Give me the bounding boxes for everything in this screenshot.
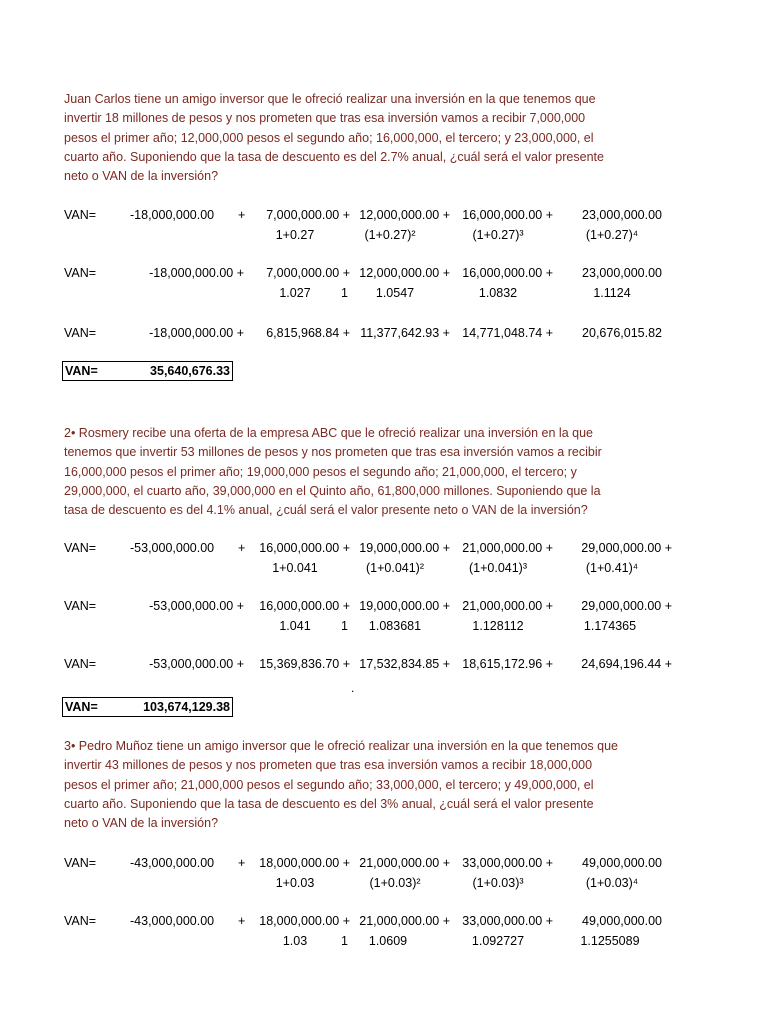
initial-investment: -53,000,000.00 + [149, 657, 244, 671]
plus-sign: + [238, 856, 246, 870]
cash-flow-4: 29,000,000.00 + [581, 541, 672, 555]
statement-line: 2• Rosmery recibe una oferta de la empresa ABC que le ofreció realizar una inversión en la que [64, 426, 593, 440]
initial-investment: -18,000,000.00 [130, 208, 215, 222]
problem-2-row-3 [0, 656, 768, 696]
cash-flow-2: 12,000,000.00 + [359, 266, 450, 280]
problem-1-row-1 [0, 207, 768, 247]
discounted-flow-3: 18,615,172.96 + [462, 657, 553, 671]
problem-1-total-box [62, 361, 233, 381]
denominator-4: (1+0.41)⁴ [585, 561, 639, 575]
statement-line: cuarto año. Suponiendo que la tasa de descuento es del 2.7% anual, ¿cuál será el valor presente [64, 149, 604, 164]
van-label: VAN= [64, 657, 97, 671]
discounted-flow-4: 24,694,196.44 + [581, 657, 672, 671]
van-label: VAN= [64, 208, 97, 222]
problem-3-row-1 [0, 855, 768, 895]
cash-flow-4: 49,000,000.00 [582, 914, 662, 928]
problem-1-row-2 [0, 265, 768, 305]
separator-mark: 1 [341, 934, 348, 948]
denominator-1: 1+0.041 [272, 561, 318, 575]
cash-flow-3: 21,000,000.00 + [462, 599, 553, 613]
cash-flow-3: 16,000,000.00 + [462, 266, 553, 280]
statement-line: 29,000,000, el cuarto año, 39,000,000 en el Quinto año, 61,800,000 millones. Suponiendo que la [64, 483, 601, 498]
initial-investment: -18,000,000.00 + [149, 266, 244, 280]
problem-1-statement [64, 90, 624, 186]
problem-1-row-3 [0, 325, 768, 365]
statement-line: Juan Carlos tiene un amigo inversor que le ofreció realizar una inversión en la que tenemos que [64, 92, 596, 106]
plus-sign: + [238, 914, 246, 928]
cash-flow-1: 18,000,000.00 + [259, 914, 350, 928]
cash-flow-2: 19,000,000.00 + [359, 599, 450, 613]
separator-mark: 1 [341, 286, 348, 300]
statement-line: pesos el primer año; 21,000,000 pesos el segundo año; 33,000,000, el tercero; y 49,000,000, el [64, 777, 594, 792]
denominator-1: 1+0.03 [275, 876, 315, 890]
cash-flow-3: 33,000,000.00 + [462, 914, 553, 928]
cash-flow-2: 21,000,000.00 + [359, 914, 450, 928]
denominator-4: (1+0.03)⁴ [585, 876, 639, 890]
total-label: VAN= [65, 364, 98, 378]
initial-investment: -43,000,000.00 [130, 914, 215, 928]
cash-flow-1: 16,000,000.00 + [259, 541, 350, 555]
cash-flow-1: 7,000,000.00 + [266, 208, 350, 222]
cash-flow-3: 16,000,000.00 + [462, 208, 553, 222]
denominator-2: 1.0609 [368, 934, 408, 948]
statement-line: invertir 18 millones de pesos y nos prometen que tras esa inversión vamos a recibir 7,000,000 [64, 111, 586, 126]
initial-investment: -53,000,000.00 [130, 541, 215, 555]
statement-line: pesos el primer año; 12,000,000 pesos el segundo año; 16,000,000, el tercero; y 23,000,000, el [64, 130, 594, 145]
cash-flow-2: 12,000,000.00 + [359, 208, 450, 222]
cash-flow-2: 19,000,000.00 + [359, 541, 450, 555]
van-label: VAN= [64, 541, 97, 555]
denominator-3: (1+0.041)³ [468, 561, 528, 575]
cash-flow-1: 18,000,000.00 + [259, 856, 350, 870]
statement-line: tenemos que invertir 53 millones de pesos y nos prometen que tras esa inversión vamos a recibir [64, 445, 602, 460]
problem-3-row-2 [0, 913, 768, 953]
denominator-4: 1.1124 [593, 286, 631, 300]
discounted-flow-4: 20,676,015.82 [582, 326, 662, 340]
statement-line: 3• Pedro Muñoz tiene un amigo inversor que le ofreció realizar una inversión en la que tenemos que [64, 739, 619, 753]
denominator-4: 1.1255089 [580, 934, 640, 948]
cash-flow-2: 21,000,000.00 + [359, 856, 450, 870]
plus-sign: + [238, 541, 246, 555]
discounted-flow-2: 11,377,642.93 + [360, 326, 450, 340]
denominator-1: 1.041 [279, 619, 311, 633]
denominator-2: 1.083681 [368, 619, 422, 633]
van-label: VAN= [64, 914, 97, 928]
discounted-flow-1: 15,369,836.70 + [259, 657, 350, 671]
cash-flow-3: 33,000,000.00 + [462, 856, 553, 870]
problem-2-row-1 [0, 540, 768, 580]
initial-investment: -18,000,000.00 + [149, 326, 244, 340]
problem-2-row-2 [0, 598, 768, 638]
plus-sign: + [238, 208, 246, 222]
cash-flow-4: 49,000,000.00 [582, 856, 662, 870]
initial-investment: -43,000,000.00 [130, 856, 215, 870]
van-label: VAN= [64, 266, 97, 280]
denominator-1: 1.03 [282, 934, 308, 948]
separator-mark: 1 [341, 619, 348, 633]
total-label: VAN= [65, 700, 98, 714]
initial-investment: -53,000,000.00 + [149, 599, 244, 613]
denominator-3: 1.0832 [478, 286, 518, 300]
denominator-4: (1+0.27)⁴ [585, 228, 639, 242]
statement-line: invertir 43 millones de pesos y nos prometen que tras esa inversión vamos a recibir 18,000,000 [64, 758, 593, 773]
cash-flow-4: 23,000,000.00 [582, 208, 662, 222]
denominator-2: (1+0.03)² [369, 876, 421, 890]
statement-line: cuarto año. Suponiendo que la tasa de descuento es del 3% anual, ¿cuál será el valor presente [64, 796, 594, 811]
denominator-1: 1.027 [279, 286, 311, 300]
discounted-flow-3: 14,771,048.74 + [462, 326, 553, 340]
total-value: 35,640,676.33 [150, 364, 230, 378]
discounted-flow-2: 17,532,834.85 + [359, 657, 450, 671]
denominator-4: 1.174365 [583, 619, 637, 633]
cash-flow-4: 23,000,000.00 [582, 266, 662, 280]
denominator-2: (1+0.041)² [365, 561, 425, 575]
cash-flow-1: 7,000,000.00 + [266, 266, 350, 280]
problem-2-total-box [62, 697, 233, 717]
problem-3-statement [64, 737, 624, 833]
denominator-2: (1+0.27)² [364, 228, 416, 242]
van-label: VAN= [64, 326, 97, 340]
denominator-3: (1+0.03)³ [472, 876, 524, 890]
statement-line: neto o VAN de la inversión? [64, 816, 219, 831]
cash-flow-4: 29,000,000.00 + [581, 599, 672, 613]
stray-dot-mark: . [351, 681, 355, 695]
problem-2-statement [64, 424, 624, 520]
van-label: VAN= [64, 856, 97, 870]
cash-flow-3: 21,000,000.00 + [462, 541, 553, 555]
denominator-3: 1.092727 [471, 934, 525, 948]
statement-line: 16,000,000 pesos el primer año; 19,000,000 pesos el segundo año; 21,000,000, el tercero; y [64, 464, 577, 479]
denominator-3: (1+0.27)³ [472, 228, 524, 242]
denominator-3: 1.128112 [472, 619, 524, 633]
denominator-1: 1+0.27 [275, 228, 315, 242]
cash-flow-1: 16,000,000.00 + [259, 599, 350, 613]
denominator-2: 1.0547 [375, 286, 415, 300]
van-label: VAN= [64, 599, 97, 613]
discounted-flow-1: 6,815,968.84 + [266, 326, 350, 340]
statement-line: tasa de descuento es del 4.1% anual, ¿cuál será el valor presente neto o VAN de la inversión? [64, 503, 588, 518]
statement-line: neto o VAN de la inversión? [64, 169, 219, 184]
total-value: 103,674,129.38 [143, 700, 230, 714]
